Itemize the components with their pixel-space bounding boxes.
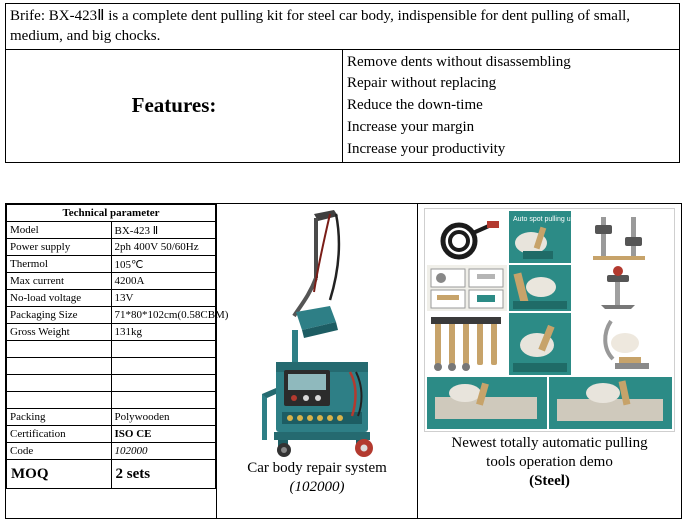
demo-collage-illustration <box>425 209 674 431</box>
moq-value: 2 sets <box>111 460 216 489</box>
spec-value: ISO CE <box>111 426 216 443</box>
spec-value <box>111 392 216 409</box>
spec-row <box>7 426 216 443</box>
features-label: Features: <box>6 49 343 163</box>
spec-key <box>7 375 112 392</box>
spec-key: Max current <box>7 273 112 290</box>
spec-row <box>7 256 216 273</box>
machine-illustration <box>218 204 416 459</box>
features-list <box>343 49 680 163</box>
spec-value <box>111 375 216 392</box>
machine-caption <box>217 459 417 497</box>
spec-key <box>7 392 112 409</box>
spec-key <box>7 341 112 358</box>
spec-blank-row <box>7 341 216 358</box>
spec-row <box>7 273 216 290</box>
spec-row <box>7 307 216 324</box>
spec-key: Power supply <box>7 239 112 256</box>
feature-item: Repair without replacing <box>347 75 497 92</box>
spec-row <box>7 239 216 256</box>
spec-blank-row <box>7 375 216 392</box>
demo-caption-line3: (Steel) <box>529 472 570 489</box>
demo-caption <box>418 434 681 490</box>
spec-header: Technical parameter <box>7 205 216 222</box>
spec-value <box>111 341 216 358</box>
machine-caption-line1: Car body repair system <box>247 460 387 476</box>
spec-value: Polywooden <box>111 409 216 426</box>
product-detail-table <box>5 203 682 519</box>
spec-key: Certification <box>7 426 112 443</box>
spec-value: 105℃ <box>111 256 216 273</box>
spec-header-row <box>7 205 216 222</box>
spec-key: Code <box>7 443 112 460</box>
spec-value: 71*80*102cm(0.58CBM) <box>111 307 216 324</box>
machine-image-column <box>217 204 418 519</box>
brief-row <box>6 4 680 50</box>
demo-image-column <box>418 204 682 519</box>
spec-key: Packaging Size <box>7 307 112 324</box>
spec-key: No-load voltage <box>7 290 112 307</box>
technical-parameter-table <box>6 204 229 489</box>
demo-caption-line2: tools operation demo <box>486 453 613 470</box>
feature-item: Increase your productivity <box>347 140 506 157</box>
description-table <box>5 3 680 163</box>
car-body-repair-system-image <box>218 204 416 459</box>
spec-key <box>7 358 112 375</box>
feature-item: Remove dents without disassembling <box>347 53 571 70</box>
spec-value: 102000 <box>111 443 216 460</box>
feature-item: Reduce the down-time <box>347 97 483 113</box>
spec-value <box>111 358 216 375</box>
feature-item: Increase your margin <box>347 118 475 135</box>
spec-value: 131kg <box>111 324 216 341</box>
spec-row <box>7 324 216 341</box>
demo-top-label: Auto spot pulling unit <box>513 216 578 223</box>
moq-key: MOQ <box>7 460 112 489</box>
pulling-tools-demo-collage <box>424 208 675 432</box>
spec-row <box>7 443 216 460</box>
spec-row <box>7 222 216 239</box>
spec-value: BX-423 Ⅱ <box>111 222 216 239</box>
demo-caption-line1: Newest totally automatic pulling <box>451 435 648 451</box>
spec-blank-row <box>7 392 216 409</box>
moq-row <box>7 460 216 489</box>
brief-text: Brife: BX-423Ⅱ is a complete dent pulling kit for steel car body, indispensible for dent pulling of small, medium, and big chocks. <box>6 4 680 50</box>
spec-key: Model <box>7 222 112 239</box>
spec-value: 2ph 400V 50/60Hz <box>111 239 216 256</box>
spec-column <box>6 204 229 519</box>
spec-key: Gross Weight <box>7 324 112 341</box>
spec-row <box>7 409 216 426</box>
spec-row <box>7 290 216 307</box>
spec-blank-row <box>7 358 216 375</box>
spec-key: Packing <box>7 409 112 426</box>
spec-value: 4200A <box>111 273 216 290</box>
spec-key: Thermol <box>7 256 112 273</box>
machine-caption-line2: (102000) <box>289 478 345 495</box>
features-row <box>6 49 680 163</box>
spec-value: 13V <box>111 290 216 307</box>
